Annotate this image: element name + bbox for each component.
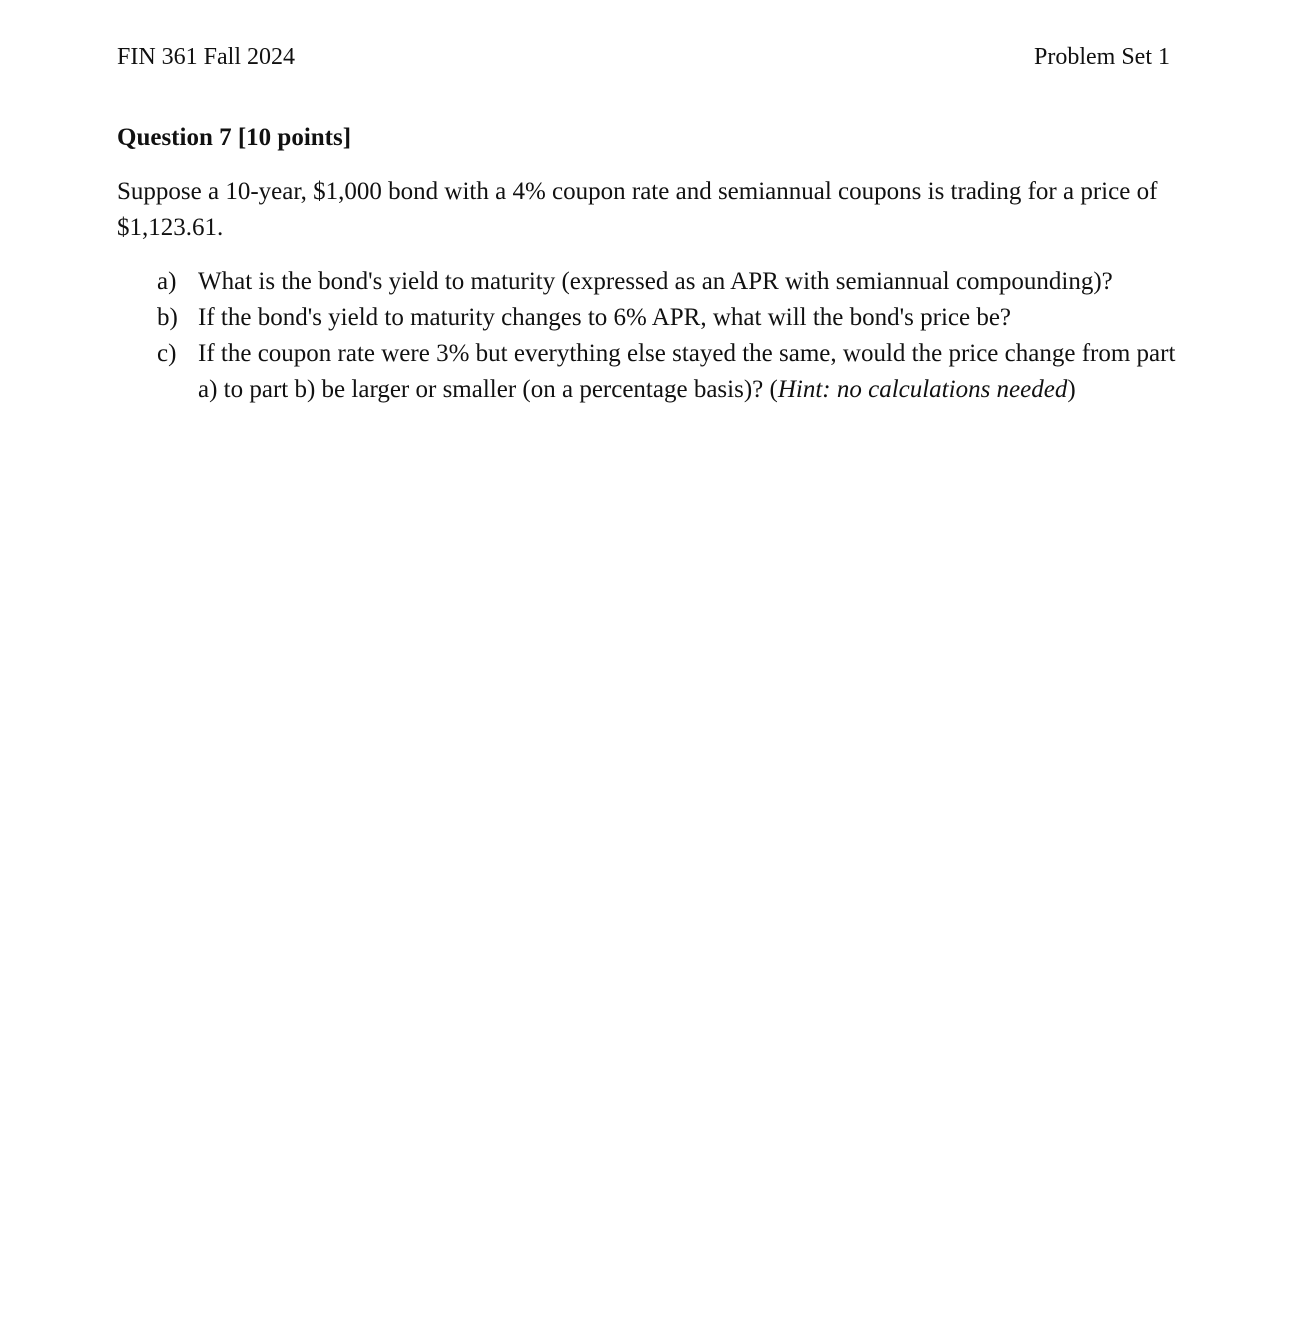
hint-text: Hint: no calculations needed — [777, 376, 1068, 403]
part-marker: a) — [157, 268, 177, 295]
assignment-header: Problem Set 1 — [1034, 44, 1170, 70]
question-part-b — [117, 300, 1177, 336]
part-marker: c) — [157, 340, 177, 367]
part-marker: b) — [157, 304, 178, 331]
part-text: If the coupon rate were 3% but everything else stayed the same, would the price change from part a) to part b) be larger or smaller (on a percentage basis)? — [198, 340, 1176, 403]
question-parts-list — [117, 264, 1177, 408]
question-part-c — [117, 336, 1177, 408]
part-text: If the bond's yield to maturity changes to 6% APR, what will the bond's price be? — [198, 304, 1012, 331]
question-title: Question 7 [10 points] — [117, 124, 352, 151]
question-prompt: Suppose a 10-year, $1,000 bond with a 4% coupon rate and semiannual coupons is trading for a price of $1,123.61. — [117, 178, 1158, 241]
hint-close-paren: ) — [1067, 376, 1076, 403]
course-header: FIN 361 Fall 2024 — [117, 44, 296, 70]
part-text: What is the bond's yield to maturity (expressed as an APR with semiannual compounding)? — [198, 268, 1113, 295]
hint-open-paren: ( — [769, 376, 778, 403]
question-part-a — [117, 264, 1177, 300]
